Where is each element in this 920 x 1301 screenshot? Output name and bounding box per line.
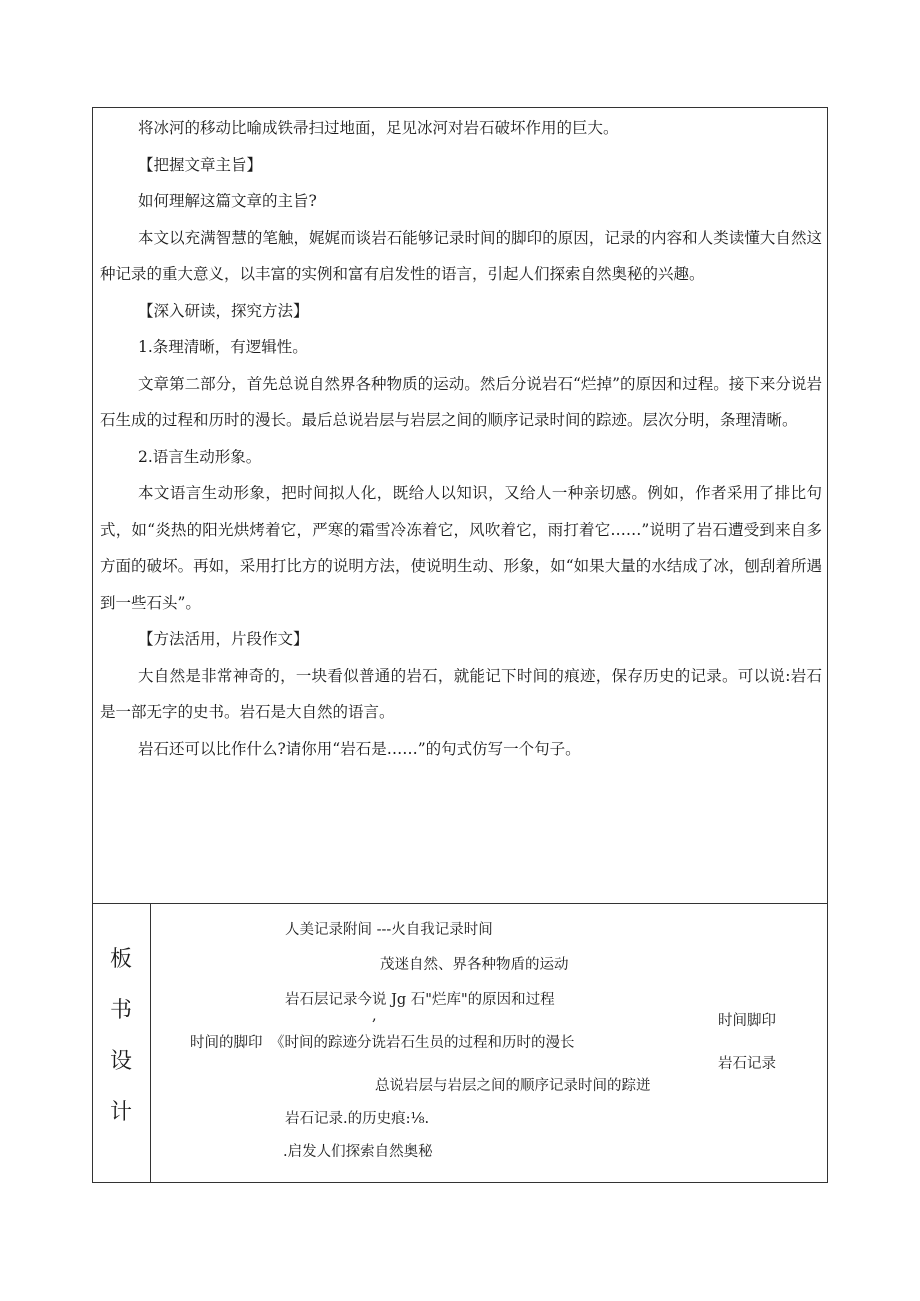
paragraph-language: 本文语言生动形象，把时间拟人化，既给人以知识，又给人一种亲切感。例如，作者采用了排比句式，如“炎热的阳光烘烤着它，严寒的霜雪冷冻着它，风吹着它，雨打着它……”说明了岩石遭受到来自多方面的破坏。再如，采用打比方的说明方法，使说明生动、形象，如“如果大量的水结成了冰，刨刮着所遇到一些石头”。 [100, 484, 822, 612]
board-label-char-2: 书 [109, 998, 132, 1023]
board-line-7: .启发人们探索自然奥秘 [283, 1144, 433, 1160]
board-line-3: 岩石层记录今说 Jg 石"烂库"的原因和过程 [285, 992, 555, 1008]
heading-theme: 【把握文章主旨】 [138, 155, 263, 174]
board-line-4: 《时间的踪迹分诜岩石生员的过程和历时的漫长 [270, 1035, 575, 1051]
board-line-5: 总说岩层与岩层之间的顺序记录时间的踪迸 [375, 1078, 651, 1094]
lesson-content [100, 110, 822, 767]
board-right-label-2: 岩石记录 [718, 1056, 776, 1072]
heading-writing: 【方法活用，片段作文】 [138, 630, 309, 648]
board-label-char-3: 设 [109, 1049, 132, 1074]
board-label-char-1: 板 [109, 947, 132, 972]
paragraph-structure: 文章第二部分，首先总说自然界各种物质的运动。然后分说岩石“烂掉”的原因和过程。接下来分说岩石生成的过程和历时的漫长。最后总说岩层与岩层之间的顺序记录时间的踪迹。层次分明，条理清晰。 [100, 374, 822, 429]
item-logic: 1.条理清晰，有逻辑性。 [138, 338, 308, 356]
board-comma: , [372, 1008, 377, 1024]
board-right-label-1: 时间脚印 [718, 1013, 776, 1029]
row-divider [92, 903, 828, 904]
board-line-6: 岩石记录.的历史痕:⅛. [285, 1111, 430, 1127]
paragraph-task: 岩石还可以比作什么?请你用“岩石是……”的句式仿写一个句子。 [138, 739, 581, 758]
heading-study: 【深入研读，探究方法】 [138, 301, 309, 320]
board-line-1: 人美记录附间 ---火自我记录时间 [285, 922, 493, 938]
board-label-char-4: 计 [109, 1100, 132, 1125]
board-line-2: 茂迷自然、界各种物盾的运动 [380, 957, 569, 973]
item-language: 2.语言生动形象。 [138, 447, 262, 466]
column-divider [150, 903, 151, 1183]
paragraph-theme: 本文以充满智慧的笔触，娓娓而谈岩石能够记录时间的脚印的原因，记录的内容和人类读懂大自然这种记录的重大意义，以丰富的实例和富有启发性的语言，引起人们探索自然奥秘的兴趣。 [100, 228, 822, 283]
paragraph-nature: 大自然是非常神奇的，一块看似普通的岩石，就能记下时间的痕迹，保存历史的记录。可以说:岩石是一部无字的史书。岩石是大自然的语言。 [100, 666, 822, 721]
board-left-label: 时间的脚印 [190, 1035, 263, 1051]
paragraph-metaphor: 将冰河的移动比喻成铁帚扫过地面，足见冰河对岩石破坏作用的巨大。 [138, 119, 619, 137]
question-theme: 如何理解这篇文章的主旨? [138, 192, 317, 210]
